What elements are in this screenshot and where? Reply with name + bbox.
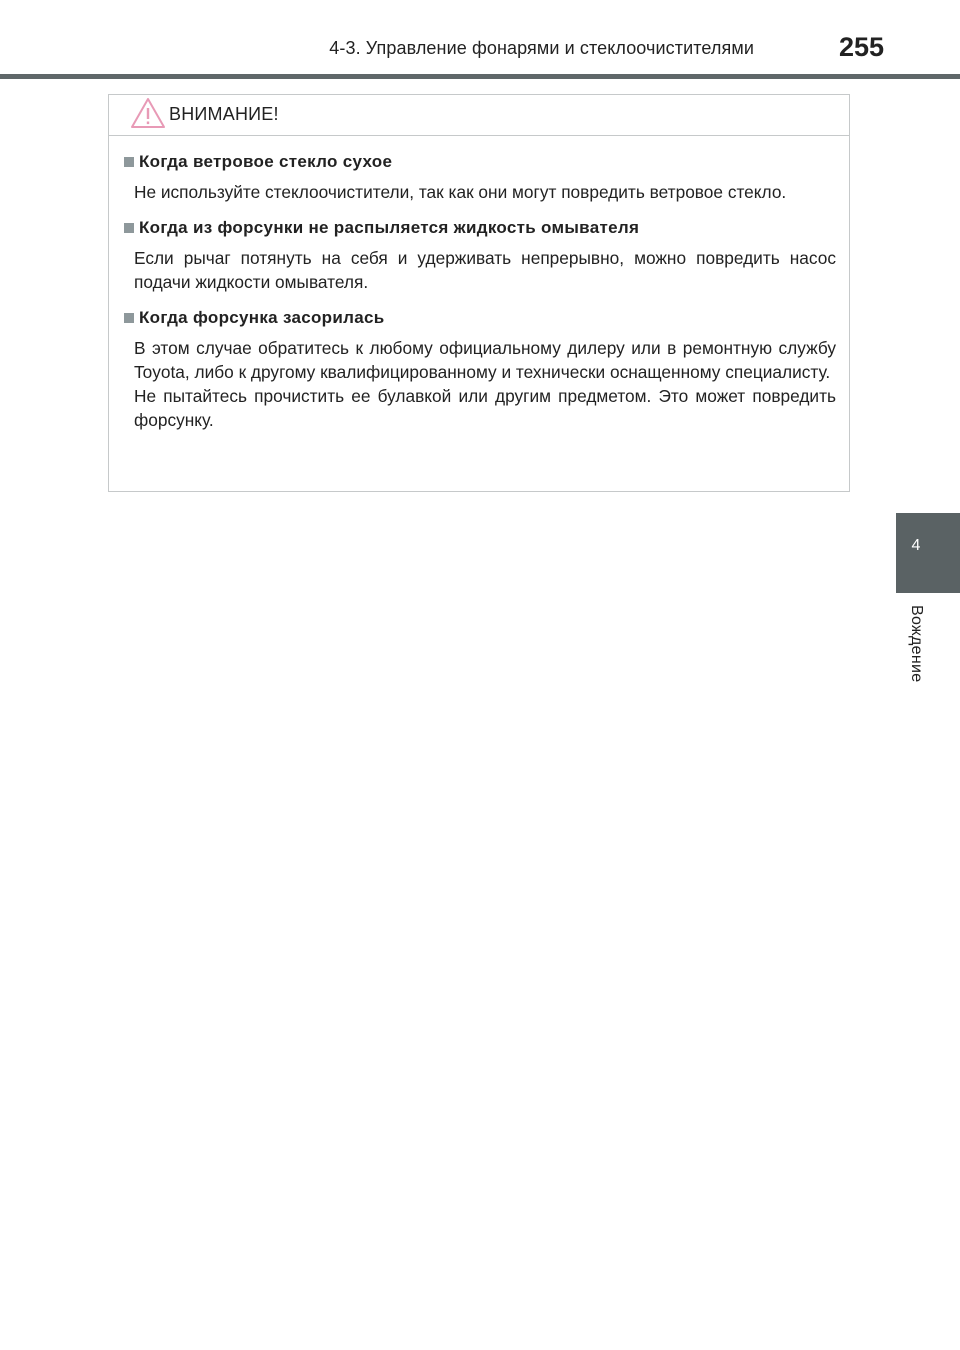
square-bullet-icon — [124, 313, 134, 323]
section-heading-text: Когда из форсунки не распыляется жидкость омывателя — [139, 218, 640, 237]
warning-triangle-icon — [130, 97, 166, 129]
page-number: 255 — [838, 32, 884, 62]
section-heading — [124, 150, 836, 174]
section-paragraph: Не пытайтесь прочистить ее булавкой или другим предметом. Это может повредить форсунку. — [134, 386, 836, 430]
section-heading-text: Когда форсунка засорилась — [139, 308, 385, 327]
warning-section — [124, 306, 836, 432]
chapter-label: Вождение — [908, 605, 925, 683]
warning-section — [124, 216, 836, 294]
section-paragraph: В этом случае обратитесь к любому официальному дилеру или в ремонтную службу Toyota, либо к другому квалифицированному и технически оснащенному специалисту. — [134, 338, 836, 382]
warning-title: ВНИМАНИЕ! — [169, 104, 279, 124]
section-paragraph: Не используйте стеклоочистители, так как они могут повредить ветровое стекло. — [134, 182, 787, 202]
warning-section — [124, 150, 836, 204]
section-heading — [124, 216, 836, 240]
section-paragraph: Если рычаг потянуть на себя и удерживать непрерывно, можно повредить насос подачи жидкости омывателя. — [134, 248, 836, 292]
warning-box — [108, 94, 850, 492]
chapter-number: 4 — [911, 537, 921, 554]
section-heading — [124, 306, 836, 330]
header-divider — [0, 74, 960, 79]
warning-body — [109, 136, 849, 432]
warning-header — [109, 95, 849, 136]
section-heading-text: Когда ветровое стекло сухое — [139, 152, 393, 171]
chapter-tab — [896, 513, 960, 593]
page-header — [0, 0, 960, 80]
square-bullet-icon — [124, 157, 134, 167]
section-title: 4-3. Управление фонарями и стеклоочистителями — [329, 38, 754, 58]
square-bullet-icon — [124, 223, 134, 233]
